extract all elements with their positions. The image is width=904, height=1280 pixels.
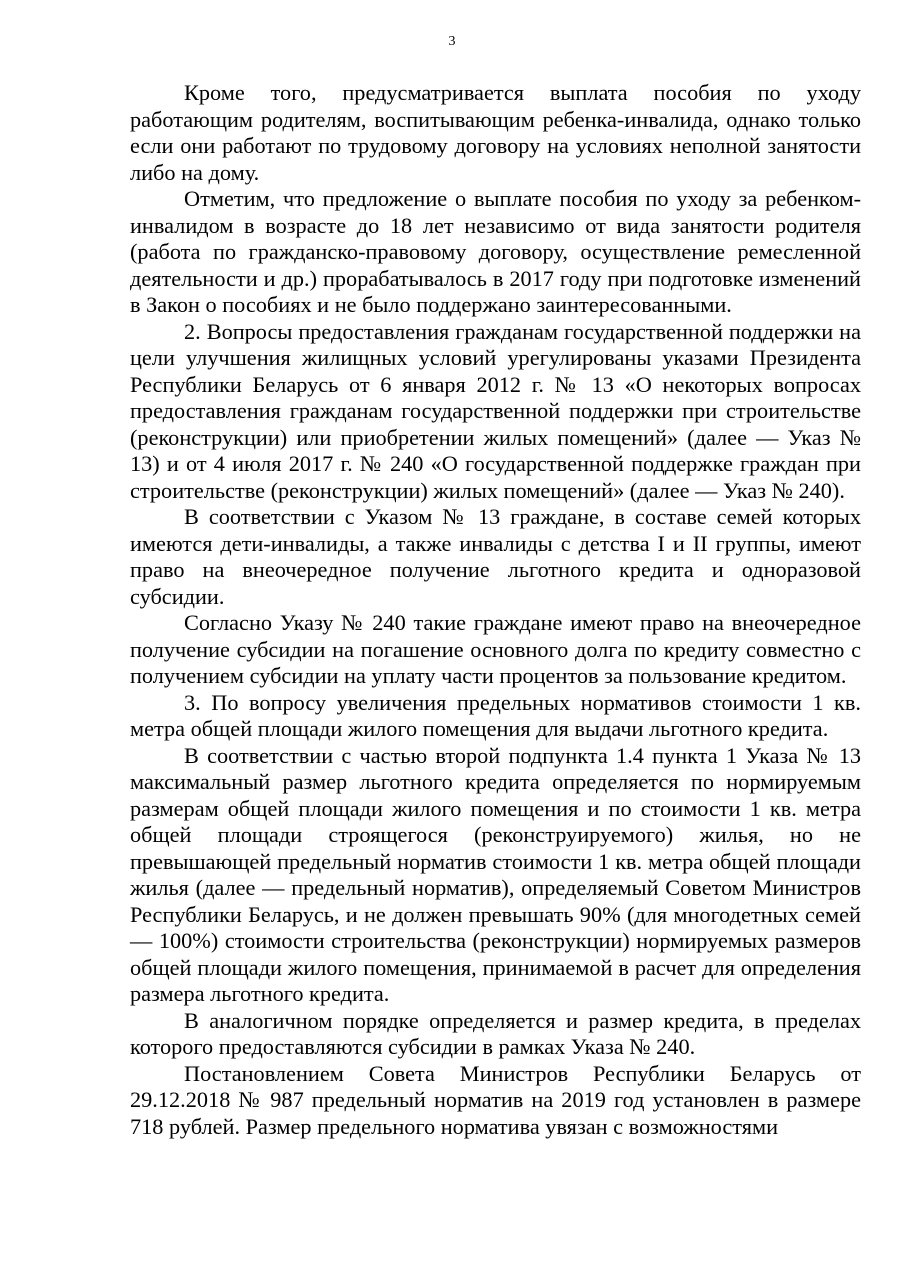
document-body bbox=[130, 80, 861, 1140]
paragraph: Согласно Указу № 240 такие граждане имеют право на внеочередное получение субсидии на погашение основного долга по кредиту совместно с получением субсидии на уплату части процентов за пользование кредитом. bbox=[130, 610, 861, 688]
paragraph: В соответствии с частью второй подпункта 1.4 пункта 1 Указа № 13 максимальный размер льготного кредита определяется по нормируемым размерам общей площади жилого помещения и по стоимости 1 кв. метра общей площади строящегося (реконструируемого) жилья, но не превышающей предельный норматив стоимости 1 кв. метра общей площади жилья (далее — предельный норматив), определяемый Советом Министров Республики Беларусь, и не должен превышать 90% (для многодетных семей — 100%) стоимости строительства (реконструкции) нормируемых размеров общей площади жилого помещения, принимаемой в расчет для определения размера льготного кредита. bbox=[130, 742, 861, 1006]
paragraph: 2. Вопросы предоставления гражданам государственной поддержки на цели улучшения жилищных условий урегулированы указами Президента Республики Беларусь от 6 января 2012 г. № 13 «О некоторых вопросах предоставления гражданам государственной поддержки при строительстве (реконструкции) или приобретении жилых помещений» (далее — Указ № 13) и от 4 июля 2017 г. № 240 «О государственной поддержке граждан при строительстве (реконструкции) жилых помещений» (далее — Указ № 240). bbox=[130, 318, 861, 503]
paragraph: 3. По вопросу увеличения предельных нормативов стоимости 1 кв. метра общей площади жилого помещения для выдачи льготного кредита. bbox=[130, 689, 861, 741]
page-number: 3 bbox=[448, 34, 456, 49]
paragraph: В аналогичном порядке определяется и размер кредита, в пределах которого предоставляются субсидии в рамках Указа № 240. bbox=[130, 1007, 861, 1059]
paragraph: Постановлением Совета Министров Республики Беларусь от 29.12.2018 № 987 предельный норматив на 2019 год установлен в размере 718 рублей. Размер предельного норматива увязан с возможностями bbox=[130, 1060, 861, 1139]
paragraph: В соответствии с Указом № 13 граждане, в составе семей которых имеются дети-инвалиды, а также инвалиды с детства I и II группы, имеют право на внеочередное получение льготного кредита и одноразовой субсидии. bbox=[130, 504, 861, 609]
paragraph: Отметим, что предложение о выплате пособия по уходу за ребенком-инвалидом в возрасте до 18 лет независимо от вида занятости родителя (работа по гражданско-правовому договору, осуществление ремесленной деятельности и др.) прорабатывалось в 2017 году при подготовке изменений в Закон о пособиях и не было поддержано заинтересованными. bbox=[130, 186, 861, 317]
paragraph: Кроме того, предусматривается выплата пособия по уходу работающим родителям, воспитывающим ребенка-инвалида, однако только если они работают по трудовому договору на условиях неполной занятости либо на дому. bbox=[130, 80, 861, 185]
